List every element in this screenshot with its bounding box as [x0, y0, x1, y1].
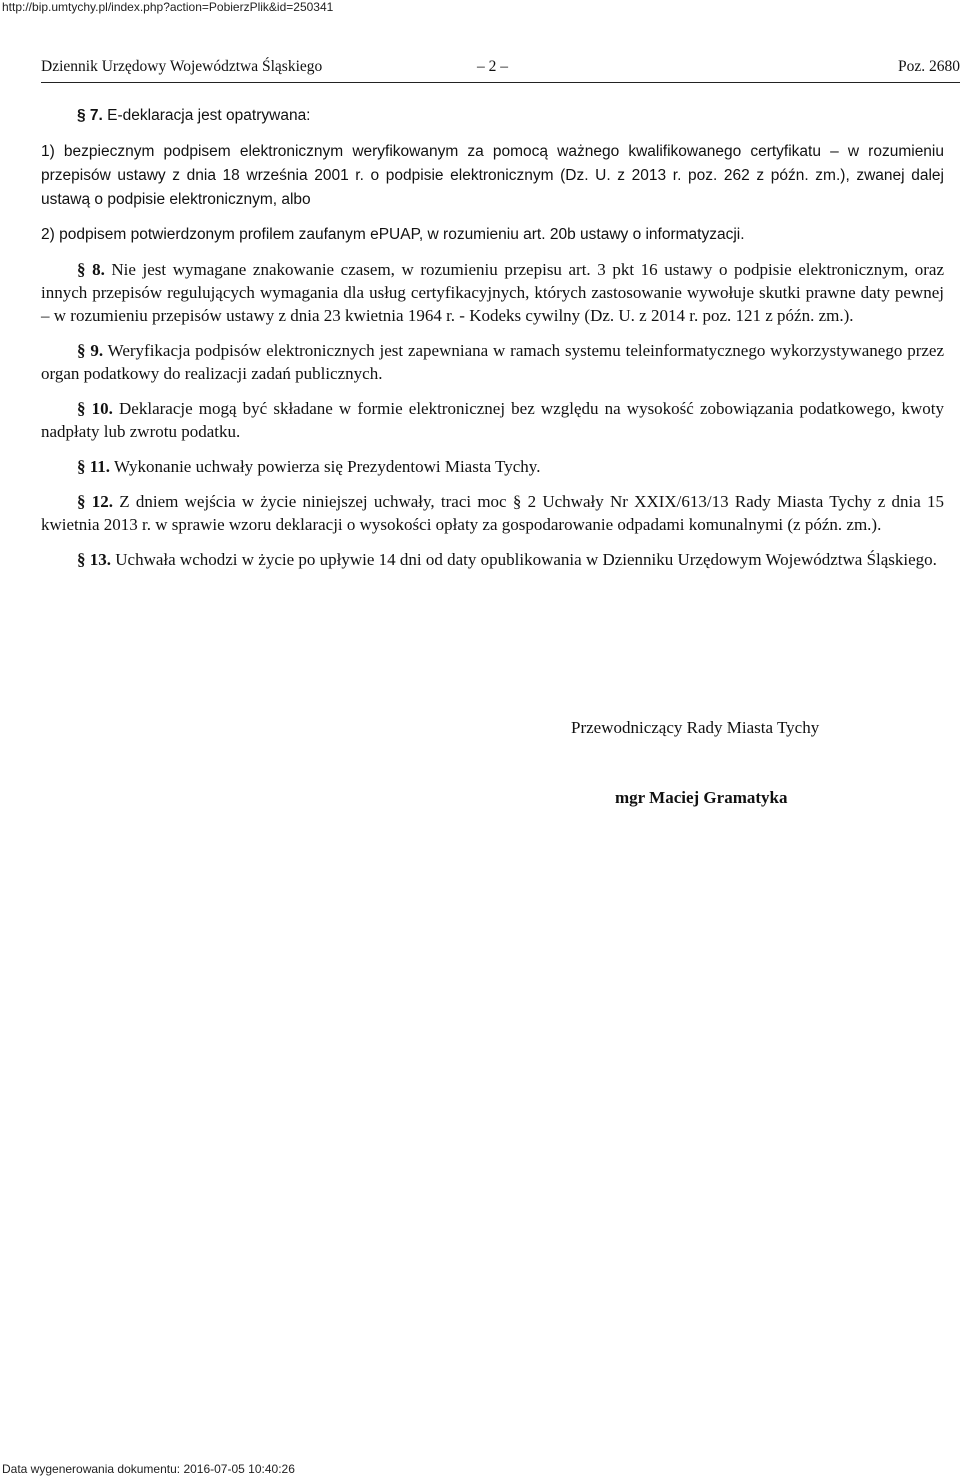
- signatory-name: mgr Maciej Gramatyka: [615, 788, 788, 807]
- journal-title: Dziennik Urzędowy Województwa Śląskiego: [41, 58, 323, 75]
- list-item-text: 2) podpisem potwierdzonym profilem zaufanym ePUAP, w rozumieniu art. 20b ustawy o informatyzacji.: [41, 226, 745, 243]
- paragraph-text: Z dniem wejścia w życie niniejszej uchwały, traci moc § 2 Uchwały Nr XXIX/613/13 Rady Miasta Tychy z dnia 15 kwietnia 2013 r. w sprawie wzoru deklaracji o wysokości opłaty za gospodarowanie odpadami komunalnymi (z późn. zm.).: [41, 492, 945, 534]
- source-url: http://bip.umtychy.pl/index.php?action=PobierzPlik&id=250341: [2, 0, 334, 14]
- paragraph-text-end: (Dz. U. z 2014 r. poz. 121 z późn. zm.).: [584, 306, 854, 325]
- section-number: § 11.: [77, 457, 111, 476]
- list-item-1: [41, 139, 944, 211]
- page-header: [41, 58, 960, 83]
- paragraph-9: [41, 339, 944, 385]
- paragraph-8: [41, 258, 944, 327]
- section-number: § 9.: [77, 341, 104, 360]
- paragraph-13: [41, 548, 944, 571]
- paragraph-text: Uchwała wchodzi w życie po upływie 14 dni od daty opublikowania w Dzienniku Urzędowym Województwa Śląskiego.: [111, 550, 937, 569]
- list-item-text-cont: o podpisie elektronicznym (Dz. U. z 2013 r. poz. 262 z późn. zm.), zwanej dalej ustawą o podpisie elektronicznym, albo: [41, 167, 944, 208]
- paragraph-text: Deklaracje mogą być składane w formie elektronicznej bez względu na wysokość zobowiązania podatkowego, kwoty nadpłaty lub zwrotu podatku.: [41, 399, 945, 441]
- list-item-2: [41, 223, 944, 246]
- paragraph-10: [41, 397, 944, 443]
- section-number: § 8.: [77, 260, 105, 279]
- generation-date: Data wygenerowania dokumentu: 2016-07-05 10:40:26: [2, 1462, 295, 1476]
- section-number: § 7.: [77, 107, 103, 124]
- paragraph-text: Weryfikacja podpisów elektronicznych jest zapewniana w ramach systemu teleinformatycznego wykorzystywanego przez organ podatkowy do realizacji zadań publicznych.: [41, 341, 945, 383]
- section-number: § 12.: [77, 492, 114, 511]
- paragraph-7: [41, 104, 944, 127]
- paragraph-text: Wykonanie uchwały powierza się Prezydentowi Miasta Tychy.: [110, 457, 541, 476]
- position-number: Poz. 2680: [898, 58, 960, 75]
- section-number: § 13.: [77, 550, 111, 569]
- paragraph-text: Nie jest wymagane znakowanie czasem, w rozumieniu przepisu art.: [104, 260, 598, 279]
- paragraph-12: [41, 490, 944, 536]
- page-number: – 2 –: [477, 58, 508, 75]
- signatory-role: Przewodniczący Rady Miasta Tychy: [571, 718, 820, 737]
- paragraph-11: [41, 455, 944, 478]
- list-item-text: 1) bezpiecznym podpisem elektronicznym weryfikowanym za pomocą ważnego kwalifikowanego certyfikatu – w rozumieniu przepisów ustawy z dnia 18 września 2001 r.: [41, 143, 944, 184]
- paragraph-text: E-deklaracja jest opatrywana:: [102, 107, 311, 124]
- document-body: [41, 104, 944, 571]
- paragraph-text-cont: 3 pkt 16 ustawy o podpisie elektronicznym, oraz innych przepisów regulujących wymagania dla usług certyfikacyjnych, których zastosowanie wywołuje skutki prawne daty pewnej – w rozumieniu przepisów ustawy z dnia 23 kwietnia 1964 r. - Kodeks cywilny: [41, 260, 944, 325]
- section-number: § 10.: [77, 399, 113, 418]
